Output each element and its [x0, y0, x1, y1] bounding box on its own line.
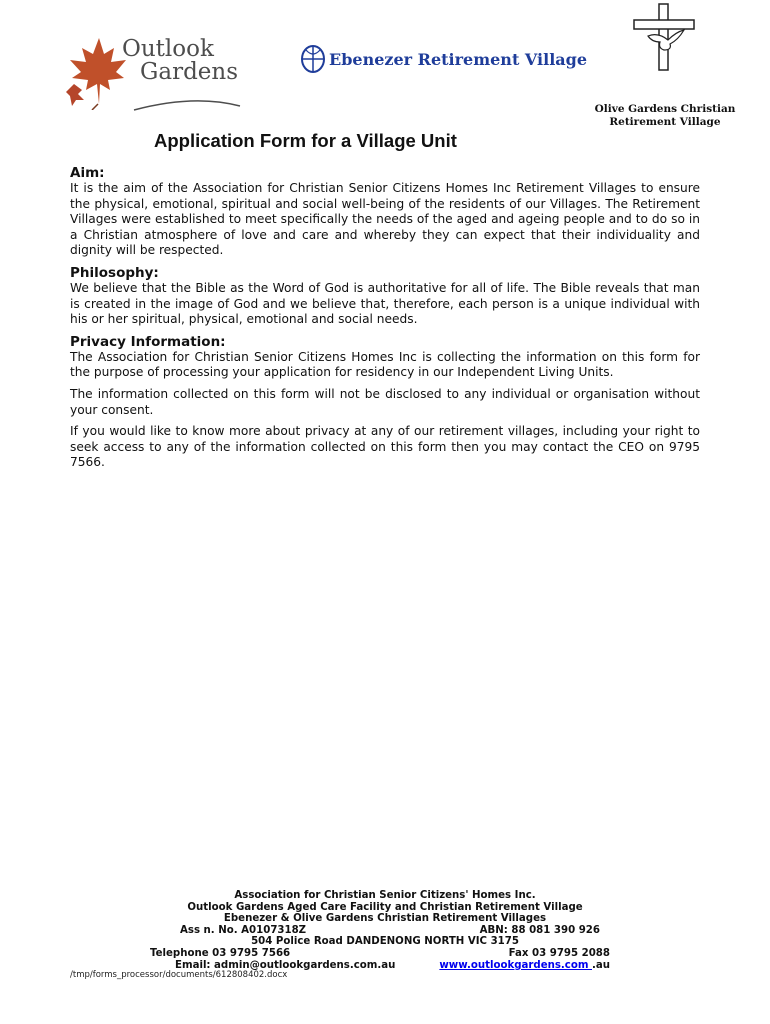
outlook-gardens-logo — [64, 34, 244, 114]
telephone: Telephone 03 9795 7566 — [150, 947, 291, 959]
website — [439, 960, 610, 972]
philosophy-section — [70, 265, 700, 328]
olive-gardens-heading — [560, 103, 770, 129]
privacy-text-1: The Association for Christian Senior Citizens Homes Inc is collecting the information on this form for the purpose of processing your application for residency in our Independent Living Units. — [70, 349, 700, 380]
footer-phone-row — [130, 948, 640, 960]
logo-line-gardens: Gardens — [140, 59, 239, 85]
privacy-heading: Privacy Information: — [70, 333, 226, 350]
privacy-text-3: If you would like to know more about privacy at any of our retirement villages, including your right to seek access to any of the information collected on this form then you may contact the CEO on 9795 7566. — [70, 424, 700, 470]
philosophy-heading: Philosophy: — [70, 264, 159, 281]
philosophy-text: We believe that the Bible as the Word of God is authoritative for all of life. The Bible reveals that man is created in the image of God and we believe that, therefore, each person is a unique individual with his or her spiritual, physical, emotional and social needs. — [70, 280, 700, 327]
olive-line-1: Olive Gardens Christian — [594, 103, 736, 115]
logo-swoosh — [64, 34, 244, 114]
footer-line-3: Ebenezer & Olive Gardens Christian Retirement Villages — [223, 913, 547, 925]
cross-dove-icon — [628, 2, 700, 74]
globe-icon — [300, 44, 326, 74]
footer-line-1: Association for Christian Senior Citizens' Homes Inc. — [234, 890, 536, 901]
aim-heading: Aim: — [70, 165, 105, 181]
aim-section — [70, 165, 700, 259]
association-number: Ass n. No. A0107318Z — [180, 924, 307, 936]
privacy-text-2: The information collected on this form will not be disclosed to any individual or organisation without your consent. — [70, 386, 700, 417]
privacy-section — [70, 334, 700, 471]
website-suffix: .au — [592, 959, 610, 971]
aim-text: It is the aim of the Association for Christian Senior Citizens Homes Inc Retirement Villages to ensure the physical, emotional, spiritual and social well-being of the residents of our Villages. The Retirement Villages were established to meet specifically the needs of the aged and ageing people and to do so in a Christian atmosphere of love and care and whereby they can expect that their individuality and dignity will be respected. — [70, 181, 700, 258]
olive-line-2: Retirement Village — [609, 116, 721, 128]
fax: Fax 03 9795 2088 — [508, 947, 610, 959]
footer-ids-row — [130, 925, 640, 937]
footer-line-2: Outlook Gardens Aged Care Facility and Christian Retirement Village — [187, 901, 583, 913]
main-content — [70, 165, 700, 477]
file-path: /tmp/forms_processor/documents/612808402.docx — [70, 970, 288, 980]
website-link[interactable]: www.outlookgardens.com — [439, 959, 592, 971]
abn-number: ABN: 88 081 390 926 — [479, 924, 600, 936]
footer-address: 504 Police Road DANDENONG NORTH VIC 3175 — [251, 936, 519, 948]
ebenezer-logo-text: Ebenezer Retirement Village — [329, 49, 587, 69]
email: Email: admin@outlookgardens.com.au — [175, 959, 396, 971]
page-title: Application Form for a Village Unit — [154, 130, 457, 151]
ebenezer-logo — [300, 44, 587, 74]
footer — [130, 890, 640, 971]
logo-line-outlook: Outlook — [122, 36, 214, 62]
